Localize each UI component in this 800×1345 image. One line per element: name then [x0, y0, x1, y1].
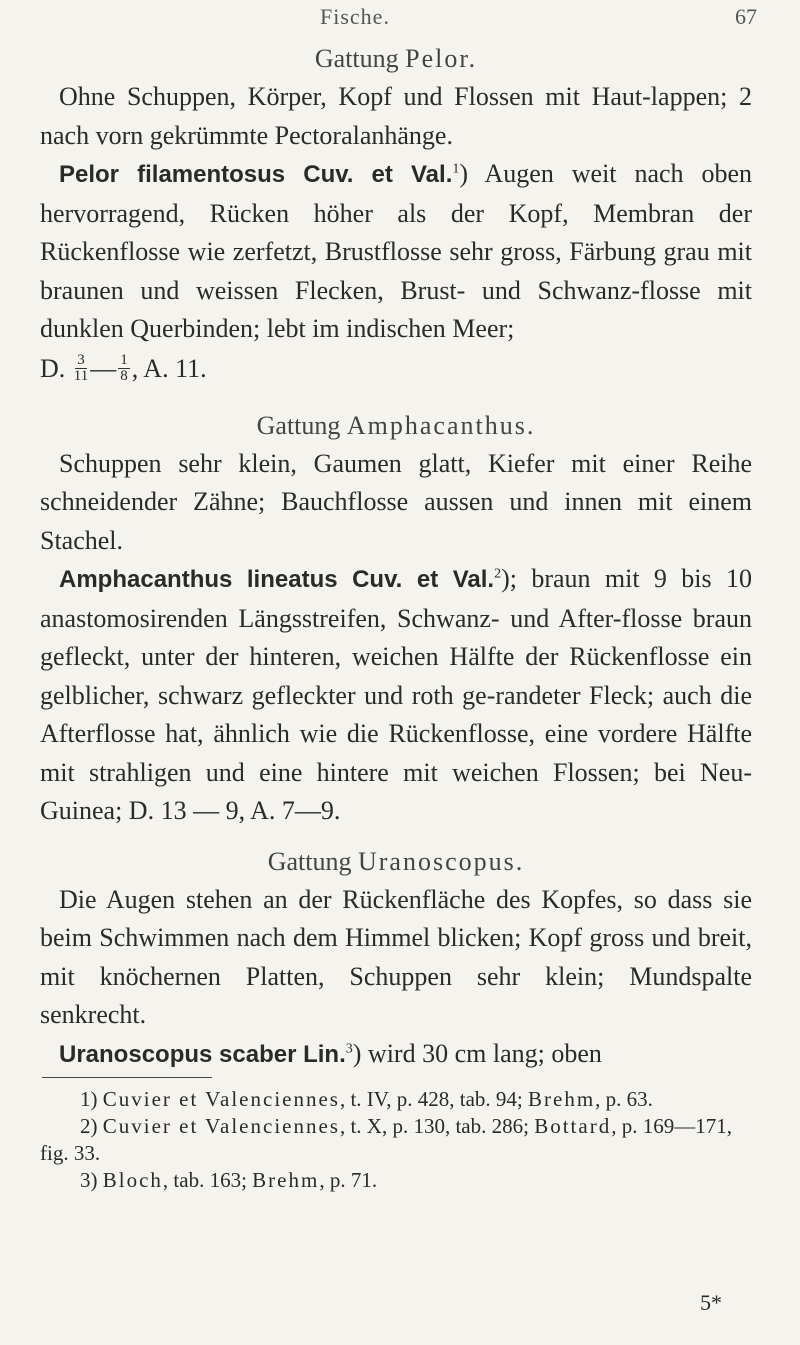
running-head: Fische. — [320, 4, 390, 29]
species-entry-pelor: Pelor filamentosus Cuv. et Val.$^1$) Augen weit nach oben hervorragend, Rücken höher als der Kopf, Membran der Rückenflosse wie zerfetzt, Brustflosse sehr gross, Färbung grau mit braunen und weissen Flecken, Brust- und Schwanz-flosse mit dunklen Querbinden; lebt im indischen Meer; — [40, 159, 752, 343]
species-entry-uranoscopus: Uranoscopus scaber Lin.$^3$) wird 30 cm lang; oben — [59, 1038, 602, 1068]
footnote-divider — [42, 1077, 212, 1078]
fraction: $\frac{3}{11}$ — [73, 352, 89, 384]
genus-heading-uranoscopus: Gattung Uranoscopus. — [267, 846, 525, 876]
species-name: Uranoscopus scaber Lin. — [59, 1040, 346, 1068]
species-name: Amphacanthus lineatus Cuv. et Val. — [59, 566, 495, 593]
genus-description-pelor: Ohne Schuppen, Körper, Kopf und Flossen mit Haut-lappen; 2 nach vorn gekrümmte Pectoralanhänge. — [40, 82, 752, 150]
genus-heading-amphacanthus: Gattung Amphacanthus. — [256, 410, 536, 440]
footnote-ref: 2 — [494, 566, 502, 582]
page-header — [0, 2, 800, 32]
footnote-1: 1) Cuvier et Valenciennes, t. IV, p. 428, tab. 94; Brehm, p. 63. — [80, 1087, 653, 1111]
fin-formula-pelor: D. $\frac{3}{11}$ — $\frac{1}{8}$ , A. 11. — [40, 352, 207, 384]
genus-description-amphacanthus: Schuppen sehr klein, Gaumen glatt, Kiefer mit einer Reihe schneidender Zähne; Bauchflosse aussen und innen mit einem Stachel. — [40, 448, 752, 555]
page-number: 67 — [735, 4, 757, 29]
printer-signature: 5* — [700, 1290, 722, 1315]
footnote-ref: 3 — [345, 1040, 353, 1056]
fraction: $\frac{1}{8}$ — [120, 352, 128, 384]
species-entry-amphacanthus: Amphacanthus lineatus Cuv. et Val.$^2$); braun mit 9 bis 10 anastomosirenden Längsstreifen, Schwanz- und After-flosse braun gefleckt, unter der hinteren, weichen Hälfte der Rückenflosse ein gelblicher, schwarz gefleckter und roth ge-randeter Fleck; auch die Afterflosse hat, ähnlich wie die Rückenflosse, eine vordere Hälfte mit strahligen und eine hintere mit weichen Flossen; bei Neu-Guinea; D. 13 — 9, A. 7—9. — [40, 564, 752, 825]
genus-description-uranoscopus: Die Augen stehen an der Rückenfläche des Kopfes, so dass sie beim Schwimmen nach dem Himmel blicken; Kopf gross und breit, mit knöchernen Platten, Schuppen sehr klein; Mundspalte senkrecht. — [40, 884, 752, 1029]
footnote-2: 2) Cuvier et Valenciennes, t. X, p. 130, tab. 286; Bottard, p. 169—171, fig. 33. — [40, 1114, 732, 1165]
species-name: Pelor filamentosus Cuv. et Val. — [59, 161, 453, 188]
genus-heading-pelor: Gattung Pelor. — [314, 44, 478, 73]
footnotes — [40, 1086, 752, 1194]
footnote-ref: 1 — [452, 161, 460, 177]
body-text — [40, 40, 752, 1074]
footnote-3: 3) Bloch, tab. 163; Brehm, p. 71. — [80, 1168, 378, 1192]
